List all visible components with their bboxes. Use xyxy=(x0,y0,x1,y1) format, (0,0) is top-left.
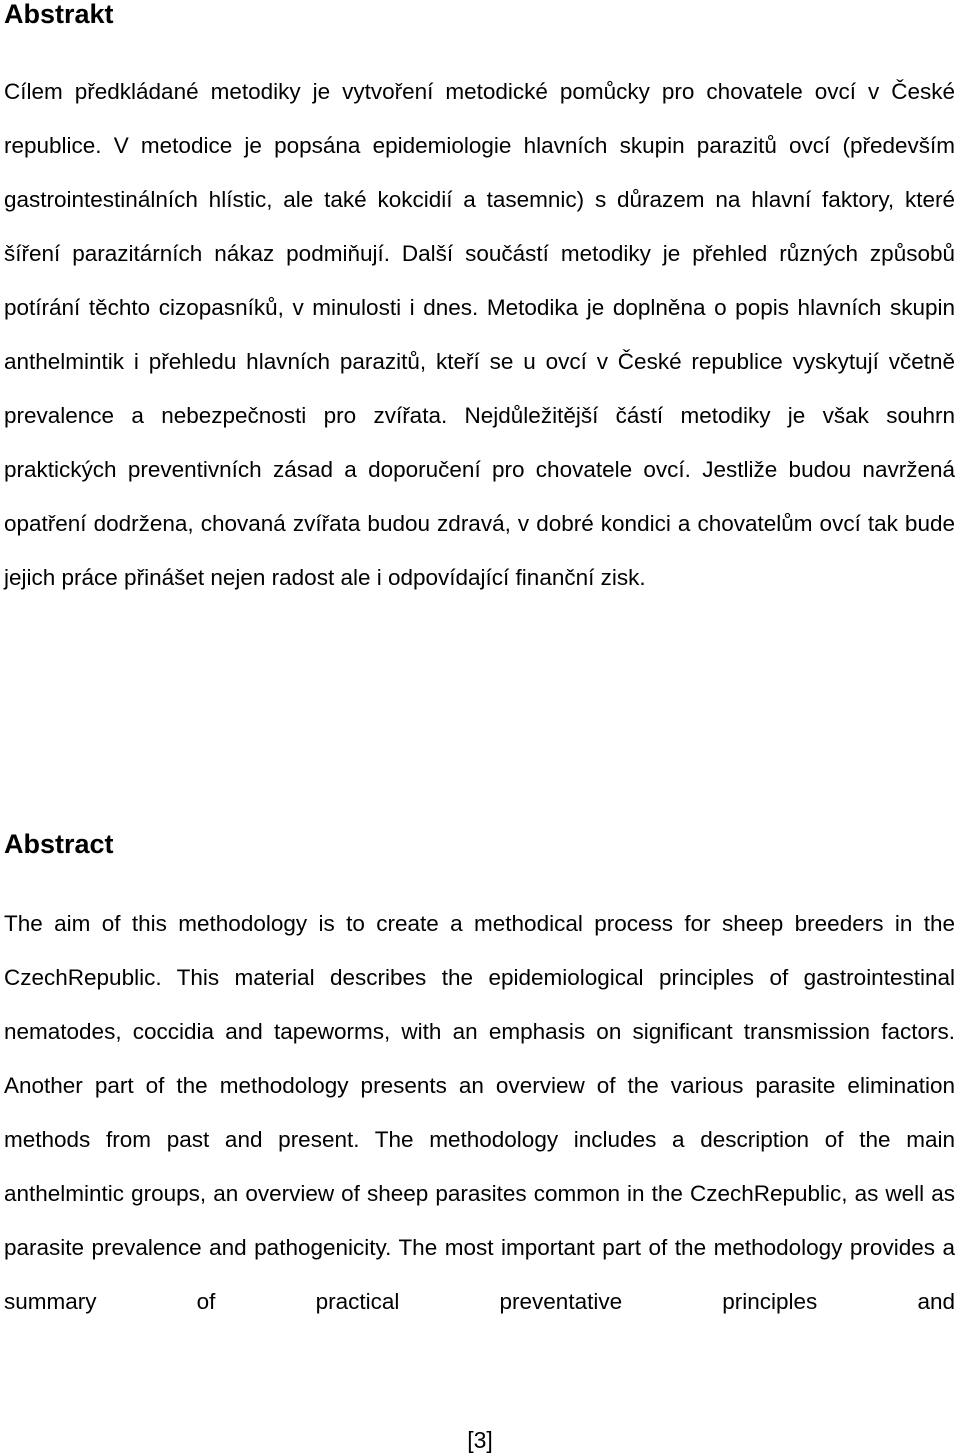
page-number: [3] xyxy=(467,1427,493,1453)
abstract-paragraph: The aim of this methodology is to create a methodical process for sheep breeders in the CzechRepublic. This material describes the epidemiological principles of gastrointestinal nematodes, coccidia and tapeworms, with an emphasis on significant transmission factors. Another part of the methodology presents an overview of the various parasite elimination methods from past and present. The methodology includes a description of the main anthelmintic groups, an overview of sheep parasites common in the CzechRepublic, as well as parasite prevalence and pathogenicity. The most important part of the methodology provides a summary of practical preventative principles and xyxy=(4,911,955,1314)
abstrakt-heading: Abstrakt xyxy=(4,0,114,29)
abstract-heading: Abstract xyxy=(4,829,114,859)
abstrakt-paragraph: Cílem předkládané metodiky je vytvoření metodické pomůcky pro chovatele ovcí v České republice. V metodice je popsána epidemiologie hlavních skupin parazitů ovcí (především gastrointestinálních hlístic, ale také kokcidií a tasemnic) s důrazem na hlavní faktory, které šíření parazitárních nákaz podmiňují. Další součástí metodiky je přehled různých způsobů potírání těchto cizopasníků, v minulosti i dnes. Metodika je doplněna o popis hlavních skupin anthelmintik i přehledu hlavních parazitů, kteří se u ovcí v České republice vyskytují včetně prevalence a nebezpečnosti pro zvířata. Nejdůležitější částí metodiky je však souhrn praktických preventivních zásad a doporučení pro chovatele ovcí. Jestliže budou navržená opatření dodržena, chovaná zvířata budou zdravá, v dobré kondici a chovatelům ovcí tak bude jejich práce přinášet nejen radost ale i odpovídající finanční zisk. xyxy=(4,79,955,590)
